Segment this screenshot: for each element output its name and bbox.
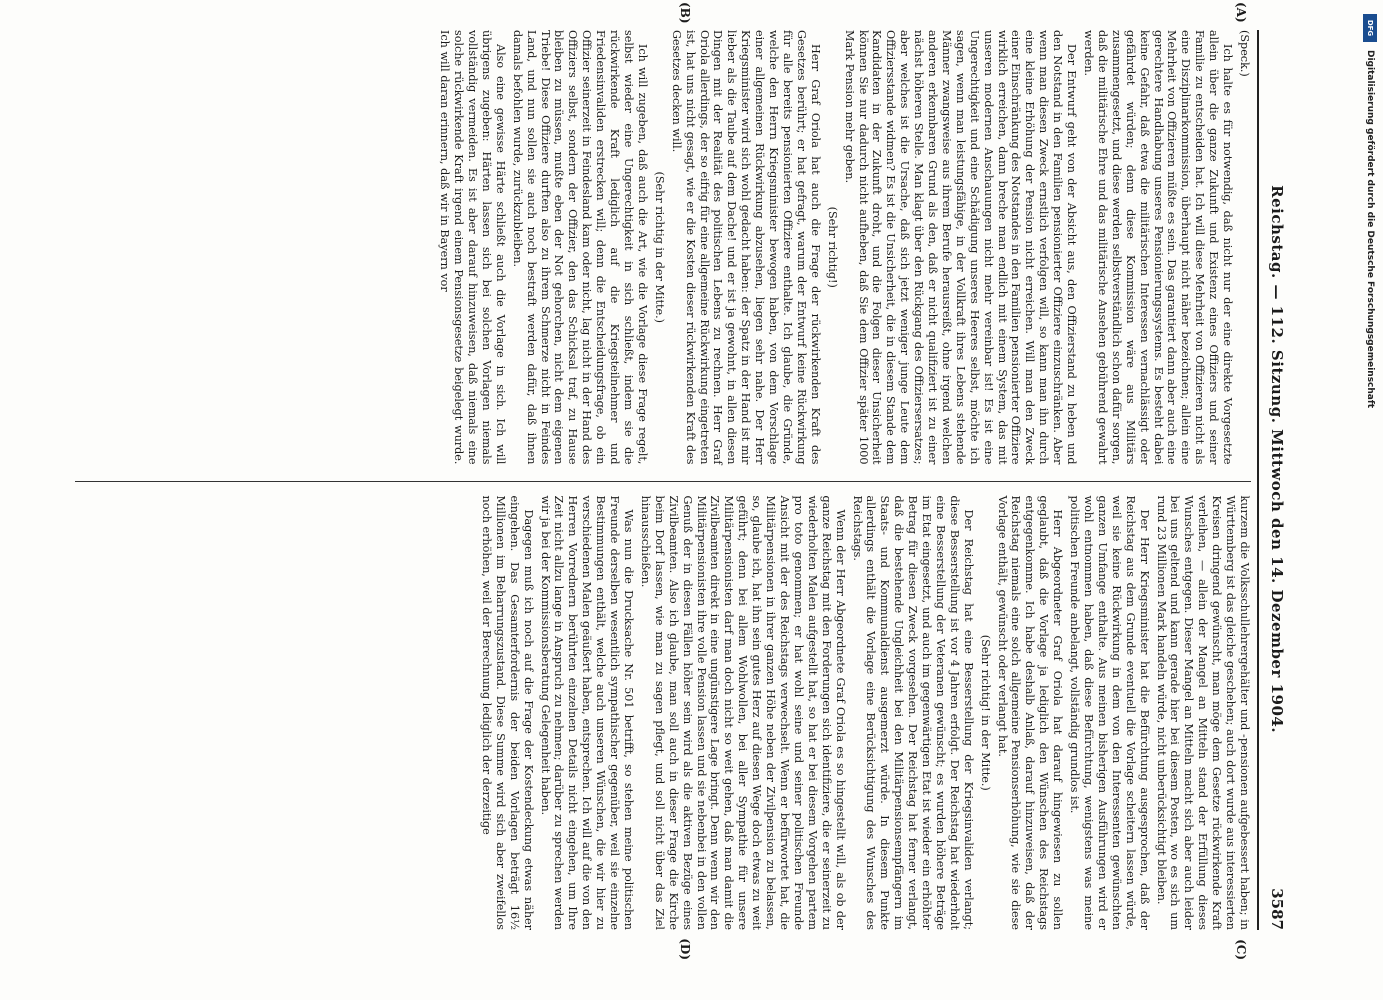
paragraph: Ich will zugeben, daß auch die Art, wie die Vorlage diese Frage regelt, selbst wieder eine Ungerechtigkeit in sich schließt, indem sie die rückwirkende Kraft lediglich auf die Kriegsteilnehmer und Friedensinvaliden erstrecken will; denn die Entscheidungsfrage, ob ein Offizier seinerzeit in Feindesland kam oder nicht, lag nicht in der Hand des Offiziers selbst, sondern der Offizier, den das Schicksal traf, zu Hause bleiben zu müssen, mußte eben der Not gehorchen, nicht dem eigenen Triebe! Diese Offiziere durften also zu ihrem Schmerze nicht in Feindes Land, und nun sollen sie auch noch bestraft werden dafür, daß ihnen damals befohlen wurde, zurückzubleiben. xyxy=(510,30,649,465)
paragraph: Dagegen muß ich noch auf die Frage der Kostendeckung etwas näher eingehen. Das Gesamterfordernis der beiden Vorlagen beträgt 16½ Millionen im Beharrungszustand. Diese Summe wird sich aber zweifellos noch erhöhen, weil der Berechnung lediglich der derzeitige xyxy=(479,495,535,930)
paragraph: Der Entwurf geht von der Absicht aus, den Offizierstand zu heben und den Notstand in den Familien pensionierter Offiziere einzuschränken. Aber wenn man diesen Zweck ernstlich verfolgen will, so kann man ihn durch eine kleine Erhöhung der Pension nicht erreichen. Will man den Zweck einer Einschränkung des Notstandes in den Familien pensionierter Offiziere wirklich erreichen, dann breche man endlich mit einem System, das mit unseren modernen Anschauungen nicht mehr vereinbar ist! Es ist eine Ungerechtigkeit und eine Schädigung unseres Heeres selbst, möchte ich sagen, wenn man leistungsfähige, in der Vollkraft ihres Lebens stehende Männer zwangsweise aus ihrem Berufe herausreißt, ohne irgend welchen anderen erkennbaren Grund als den, daß er nicht qualifiziert ist zu einer nächst höheren Stelle. Man klagt über den Rückgang des Offiziersersatzes; aber welches ist die Ursache, daß sich jetzt weniger junge Leute dem Offiziersstande widmen? Es ist die Unsicherheit, die in diesem Stande dem Kandidaten in der Zukunft droht, und die Folgen dieser Unsicherheit können Sie nur dadurch nicht aufheben, daß Sie dem Offizier später 1000 Mark Pension mehr geben. xyxy=(842,30,1079,465)
margin-marker-b: (B) xyxy=(678,2,692,24)
left-column xyxy=(75,2,1251,465)
header-title: Reichstag. — 112. Sitzung. Mittwoch den 14. Dezember 1904. xyxy=(1268,185,1286,734)
paragraph: Also eine gewisse Härte schließt auch die Vorlage in sich. Ich will übrigens zugeben: Härten lassen sich bei solchen Vorlagen niemals vollständig vermeiden. Es ist aber darauf hinzuweisen, daß niemals eine solche rückwirkende Kraft irgend einem Pensionsgesetze beigelegt wurde. Ich will daran erinnern, daß wir in Bayern vor xyxy=(438,30,507,465)
paragraph: Herr Graf Oriola hat auch die Frage der rückwirkenden Kraft des Gesetzes berührt; er hat gefragt, warum der Entwurf keine Rückwirkung für alle bereits pensionierten Offiziere enthalte. Ich glaube, die Gründe, welche den Herrn Kriegsminister bewogen haben, von dem Vorschlage einer allgemeinen Rückwirkung abzusehen, liegen sehr nahe. Der Herr Kriegsminister wird sich wohl gedacht haben: der Spatz in der Hand ist mir lieber als die Taube auf dem Dache! und er ist ja gewohnt, in allen diesen Dingen mit der Realität des politischen Lebens zu rechnen. Herr Graf Oriola allerdings, der so eifrig für eine allgemeine Rückwirkung eingetreten ist, hat uns nicht gesagt, wie er die Kosten dieser rückwirkenden Kraft des Gesetzes decken will. xyxy=(669,30,822,465)
margin-marker-d: (D) xyxy=(678,938,692,960)
paragraph: Ich halte es für notwendig, daß nicht nur der eine direkte Vorgesetzte allein über die ganze Zukunft und Existenz eines Offiziers und seiner Familie zu entscheiden hat. Ich will diese Mehrheit von Offizieren nicht als eine Disziplinarkommission, überhaupt nicht näher bezeichnen; allein eine Mehrheit von Offizieren müßte es sein. Das garantiert dann aber auch eine gerechtere Handhabung unseres Pensionierungssystems. Es besteht dabei keine Gefahr, daß etwa die militärischen Interessen vernachlässigt oder gefährdet würden; denn diese Kommission wäre aus Militärs zusammengesetzt, und diese werden selbstverständlich schon dafür sorgen, daß die militärische Ehre und das militärische Ansehen gebührend gewahrt werden. xyxy=(1082,30,1235,465)
text-columns xyxy=(75,2,1251,960)
paragraph: Herr Abgeordneter Graf Oriola hat darauf hingewiesen zu sollen geglaubt, daß die Vorlage ja lediglich den Wünschen des Reichstags entgegenkomme. Ich habe deshalb Anlaß, darauf hinzuweisen, daß der Reichstag niemals eine solch allgemeine Pensionserhöhung, wie sie diese Vorlage enthält, gewünscht oder verlangt hat. xyxy=(995,495,1065,930)
credit-sidebar xyxy=(1359,6,1381,996)
paragraph: kurzem die Volksschullehrergehälter und -pensionen aufgebessert haben; in Württemberg ist das gleiche geschehen; auch dort wurde aus interessierten Kreisen dringend gewünscht, man möge dem Gesetze rückwirkende Kraft verleihen, — allein der Mangel an Mitteln stand der Erfüllung dieses Wunsches entgegen. Dieser Mangel an Mitteln macht sich aber auch leider bei uns geltend und kann gerade hier bei diesem Posten, wo es sich um rund 23 Millionen Mark handeln würde, nicht unberücksichtigt bleiben. xyxy=(1154,495,1251,930)
digitization-credit: Digitalisierung gefördert durch die Deutsche Forschungsgemeinschaft xyxy=(1365,50,1375,409)
rotated-page-content xyxy=(75,2,1295,960)
paragraph: Wenn der Herr Abgeordnete Graf Oriola es so hingestellt will, als ob der ganze Reichstag mit den Forderungen sich identifiziere, die er seinerzeit zu wiederholten Malen aufgestellt hat, so hat er bei diesem Vorgehen partem pro toto genommen; er hat wohl seine und seiner politischen Freunde Ansicht mit der des Reichstags verwechselt. Wenn er befürwortet hat, die Militärpensionen in ihrer ganzen Höhe neben der Zivilpension zu belassen, so, glaube ich, hat ihn sein gutes Herz auf diesen Wege doch etwas zu weit geführt; denn bei allem Wohlwollen, bei aller Sympathie für unsere Militärpensionisten darf man doch nicht so weit gehen, daß man damit die Zivilbeamten direkt in eine ungünstigere Lage bringt. Denn wenn wir den Militärpensionisten ihre volle Pension lassen und sie nebenbei in den vollen Genuß der in diesen Fällen höher sein wird als die aktiven Bezüge eines Zivilbeamten. Also ich glaube, man soll auch in dieser Frage die Kirche beim Dorf lassen, wie man zu sagen pflegt, und soll nicht über das Ziel hinausschießen. xyxy=(638,495,847,930)
scanned-page xyxy=(50,2,1320,960)
page-number: 3587 xyxy=(1268,888,1286,930)
paragraph: Was nun die Drucksache Nr. 501 betrifft, so stehen meine politischen Freunde derselben wesentlich sympathischer gegenüber, weil sie einzelne Bestimmungen enthält, welche auch unseren Wünschen, die wir hier zu verschiedenen Malen geäußert haben, entsprechen. Ich will auf die von den Herren Vorrednern berührten einzelnen Details nicht eingehen, um Ihre Zeit nicht allzu lange in Anspruch zu nehmen; darüber zu sprechen werden wir ja bei der Kommissionsberatung Gelegenheit haben. xyxy=(538,495,636,930)
right-column xyxy=(75,481,1251,960)
interjection: (Sehr richtig!) xyxy=(825,206,839,288)
margin-marker-a: (A) xyxy=(1234,2,1248,23)
interjection: (Sehr richtig! in der Mitte.) xyxy=(978,634,992,791)
margin-marker-c: (C) xyxy=(1234,939,1248,960)
dfg-logo-icon: DFG xyxy=(1363,14,1377,42)
interjection: (Sehr richtig in der Mitte.) xyxy=(652,171,666,324)
paragraph: Der Herr Kriegsminister hat die Befürchtung ausgesprochen, daß der Reichstag aus dem Grunde eventuell die Vorlage scheitern lassen würde, weil sie keine Rückwirkung in dem von den Interessenten gewünschten ganzen Umfange enthalte. Aus meinen bisherigen Ausführungen wird er wohl entnommen haben, daß diese Befürchtung, wenigstens was meine politischen Freunde anbelangt, vollständig grundlos ist. xyxy=(1068,495,1151,930)
speaker-tag: (Speck.) xyxy=(1238,30,1251,77)
paragraph: Der Reichstag hat eine Besserstellung der Kriegsinvaliden verlangt; diese Besserstellung ist vor 4 Jahren erfolgt. Der Reichstag hat wiederholt eine Besserstellung der Veteranen gewünscht; es wurden höhere Beträge im Etat eingesetzt, und auch im gegenwärtigen Etat ist wieder ein erhöhter Betrag für diesen Zweck vorgesehen. Der Reichstag hat ferner verlangt, daß die bestehende Ungleichheit bei den Militärpensionsempfängern im Staats- und Kommunaldienst ausgemerzt würde. In diesem Punkte allerdings enthält die Vorlage eine Berücksichtigung des Wunsches des Reichstags. xyxy=(850,495,975,930)
page-header xyxy=(1257,30,1295,930)
